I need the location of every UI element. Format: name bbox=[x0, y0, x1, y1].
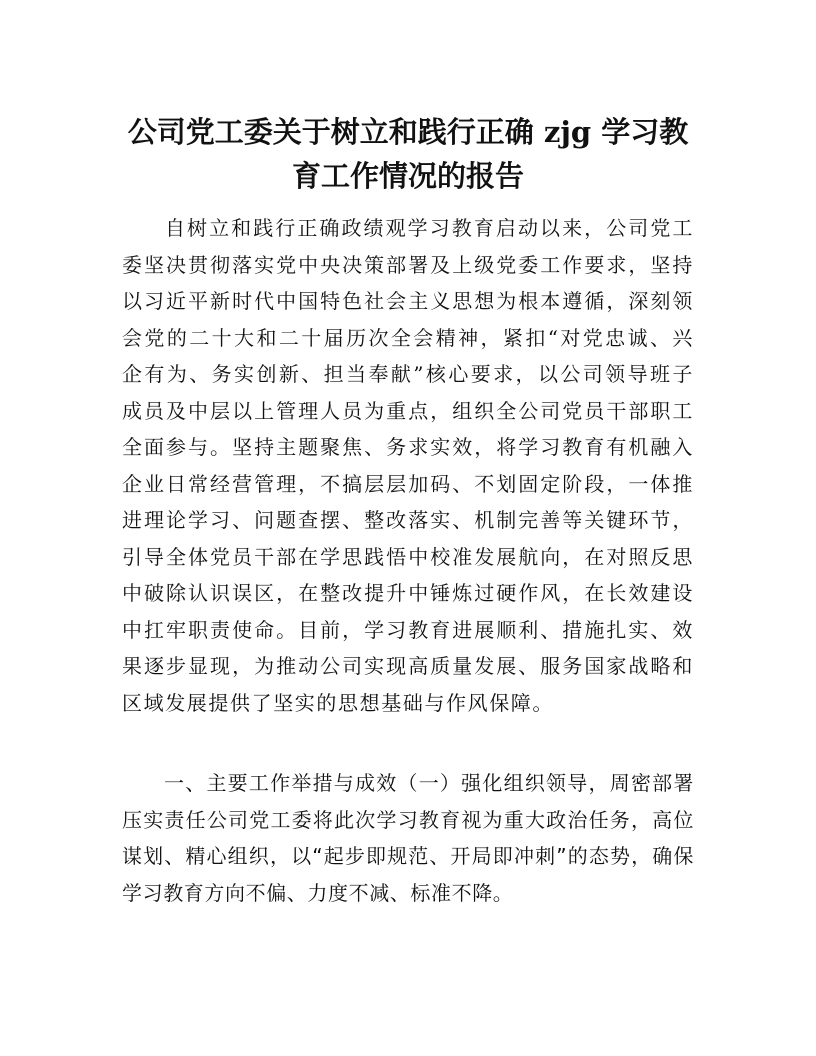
intro-paragraph: 自树立和践行正确政绩观学习教育启动以来，公司党工委坚决贯彻落实党中央决策部署及上级党委工作要求，坚持以习近平新时代中国特色社会主义思想为根本遵循，深刻领会党的二十大和二十届历次全会精神，紧扣“对党忠诚、兴企有为、务实创新、担当奉献”核心要求，以公司领导班子成员及中层以上管理人员为重点，组织全公司党员干部职工全面参与。坚持主题聚焦、务求实效，将学习教育有机融入企业日常经营管理，不搞层层加码、不划固定阶段，一体推进理论学习、问题查摆、整改落实、机制完善等关键环节，引导全体党员干部在学思践悟中校准发展航向，在对照反思中破除认识误区，在整改提升中锤炼过硬作风，在长效建设中扛牢职责使命。目前，学习教育进展顺利、措施扎实、效果逐步显现，为推动公司实现高质量发展、服务国家战略和区域发展提供了坚实的思想基础与作风保障。 bbox=[122, 216, 694, 715]
section-one-paragraph: 一、主要工作举措与成效（一）强化组织领导，周密部署压实责任公司党工委将此次学习教育视为重大政治任务，高位谋划、精心组织，以“起步即规范、开局即冲刺”的态势，确保学习教育方向不偏、力度不减、标准不降。 bbox=[122, 771, 694, 905]
document-title: 公司党工委关于树立和践行正确 zjg 学习教育工作情况的报告 bbox=[127, 115, 689, 193]
